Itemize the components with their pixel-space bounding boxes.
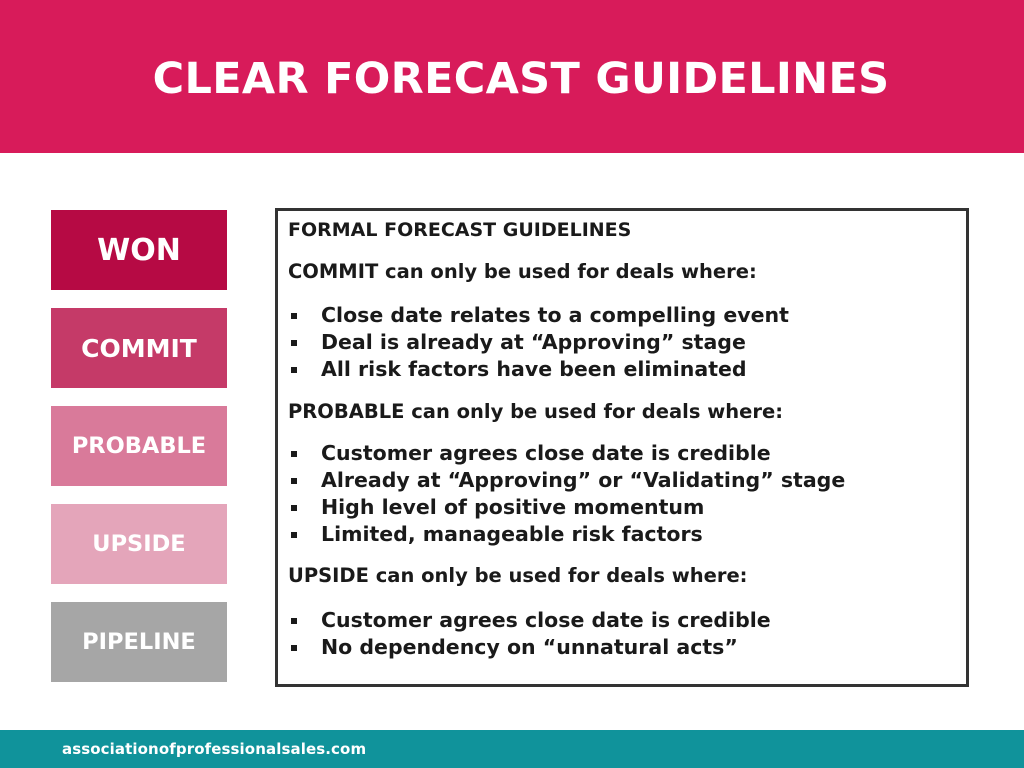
list-item: Customer agrees close date is credible bbox=[288, 607, 963, 634]
stage-pipeline bbox=[51, 602, 227, 682]
section-commit-list bbox=[288, 302, 963, 383]
stage-upside bbox=[51, 504, 227, 584]
stage-commit-label: COMMIT bbox=[81, 333, 197, 363]
stage-commit bbox=[51, 308, 227, 388]
section-commit-title: COMMIT can only be used for deals where: bbox=[288, 260, 757, 283]
stage-pipeline-label: PIPELINE bbox=[82, 629, 196, 655]
section-upside-title: UPSIDE can only be used for deals where: bbox=[288, 564, 748, 587]
list-item: Already at “Approving” or “Validating” stage bbox=[288, 467, 963, 494]
guidelines-content bbox=[288, 219, 963, 661]
guidelines-heading: FORMAL FORECAST GUIDELINES bbox=[288, 219, 632, 241]
guidelines-box bbox=[275, 208, 969, 687]
list-item: Customer agrees close date is credible bbox=[288, 440, 963, 467]
footer-bar bbox=[0, 730, 1024, 768]
section-probable-title: PROBABLE can only be used for deals where: bbox=[288, 400, 783, 423]
list-item: Deal is already at “Approving” stage bbox=[288, 329, 963, 356]
stage-won bbox=[51, 210, 227, 290]
section-upside-list bbox=[288, 607, 963, 661]
list-item: High level of positive momentum bbox=[288, 494, 963, 521]
list-item: Limited, manageable risk factors bbox=[288, 521, 963, 548]
stage-probable bbox=[51, 406, 227, 486]
list-item: No dependency on “unnatural acts” bbox=[288, 634, 963, 661]
header-banner bbox=[0, 0, 1024, 153]
stage-won-label: WON bbox=[97, 232, 181, 268]
stage-upside-label: UPSIDE bbox=[92, 531, 186, 557]
stage-probable-label: PROBABLE bbox=[71, 433, 207, 459]
page-title: CLEAR FORECAST GUIDELINES bbox=[152, 54, 890, 104]
list-item: Close date relates to a compelling event bbox=[288, 302, 963, 329]
list-item: All risk factors have been eliminated bbox=[288, 356, 963, 383]
section-probable-list bbox=[288, 440, 963, 548]
footer-website: associationofprofessionalsales.com bbox=[62, 740, 367, 758]
